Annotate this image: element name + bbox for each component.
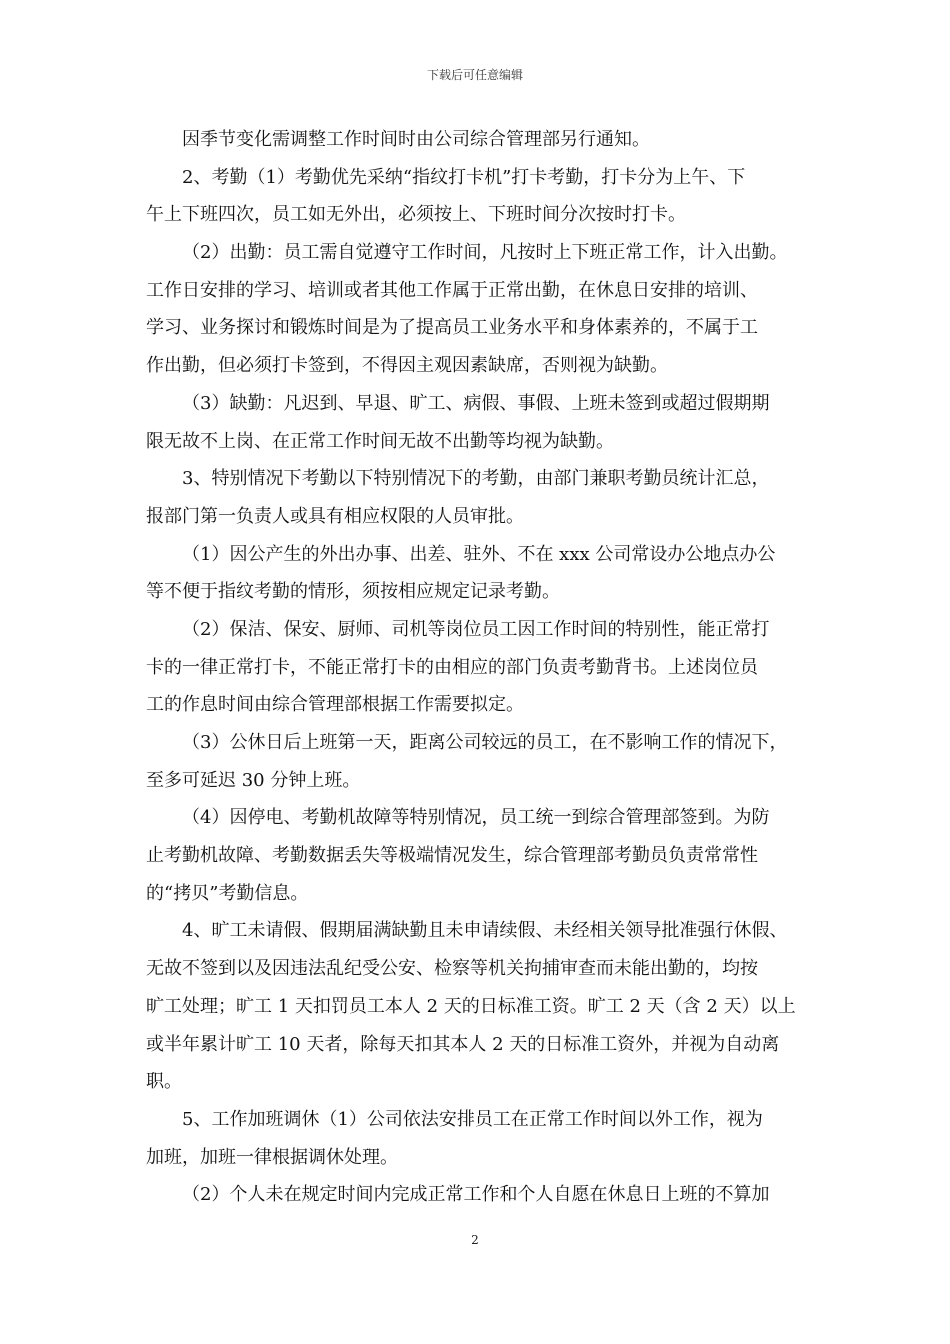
text-line: 加班，加班一律根据调休处理。 (146, 1146, 398, 1168)
text-line: 无故不签到以及因违法乱纪受公安、检察等机关拘捕审查而未能出勤的，均按 (146, 958, 758, 980)
text-line: 因季节变化需调整工作时间时由公司综合管理部另行通知。 (182, 129, 650, 150)
text-line: 的“拷贝”考勤信息。 (146, 882, 309, 904)
text-line: （2）出勤：员工需自觉遵守工作时间，凡按时上下班正常工作，计入出勤。 (182, 242, 788, 264)
page-header: 下载后可任意编辑 (426, 68, 523, 82)
text-line: 旷工处理；旷工 1 天扣罚员工本人 2 天的日标准工资。旷工 2 天（含 2 天）以上 (146, 995, 796, 1017)
text-line: 等不便于指纹考勤的情形，须按相应规定记录考勤。 (146, 581, 560, 603)
text-line: 工作日安排的学习、培训或者其他工作属于正常出勤，在休息日安排的培训、 (146, 279, 758, 301)
text-line: 午上下班四次，员工如无外出，必须按上、下班时间分次按时打卡。 (146, 204, 686, 226)
text-line: 5、工作加班调休（1）公司依法安排员工在正常工作时间以外工作，视为 (182, 1108, 763, 1130)
text-line: 卡的一律正常打卡，不能正常打卡的由相应的部门负责考勤背书。上述岗位员 (146, 656, 758, 678)
text-line: 或半年累计旷工 10 天者，除每天扣其本人 2 天的日标准工资外，并视为自动离 (146, 1033, 780, 1055)
text-line: （2）个人未在规定时间内完成正常工作和个人自愿在休息日上班的不算加 (182, 1184, 770, 1206)
text-line: 职。 (146, 1071, 182, 1093)
text-line: 止考勤机故障、考勤数据丢失等极端情况发生，综合管理部考勤员负责常常性 (146, 845, 758, 867)
text-line: 2、考勤（1）考勤优先采纳“指纹打卡机”打卡考勤，打卡分为上午、下 (182, 166, 746, 188)
page-number: 2 (471, 1233, 479, 1247)
text-line: 限无故不上岗、在正常工作时间无故不出勤等均视为缺勤。 (146, 430, 614, 452)
text-line: 3、特别情况下考勤以下特别情况下的考勤，由部门兼职考勤员统计汇总， (182, 468, 770, 490)
text-line: （1）因公产生的外出办事、出差、驻外、不在 xxx 公司常设办公地点办公 (182, 543, 776, 565)
text-line: 学习、业务探讨和锻炼时间是为了提高员工业务水平和身体素养的，不属于工 (146, 317, 758, 339)
text-line: 报部门第一负责人或具有相应权限的人员审批。 (146, 505, 524, 527)
text-line: （2）保洁、保安、厨师、司机等岗位员工因工作时间的特别性，能正常打 (182, 618, 770, 640)
text-line: 至多可延迟 30 分钟上班。 (146, 769, 361, 791)
text-line: 工的作息时间由综合管理部根据工作需要拟定。 (146, 694, 524, 716)
text-line: 4、旷工未请假、假期届满缺勤且未申请续假、未经相关领导批准强行休假、 (182, 920, 788, 942)
document-body (146, 121, 806, 1214)
text-line: （4）因停电、考勤机故障等特别情况，员工统一到综合管理部签到。为防 (182, 807, 770, 829)
text-line: （3）公休日后上班第一天，距离公司较远的员工，在不影响工作的情况下， (182, 732, 788, 753)
text-line: （3）缺勤：凡迟到、早退、旷工、病假、事假、上班未签到或超过假期期 (182, 392, 770, 414)
text-line: 作出勤，但必须打卡签到，不得因主观因素缺席，否则视为缺勤。 (146, 355, 668, 377)
